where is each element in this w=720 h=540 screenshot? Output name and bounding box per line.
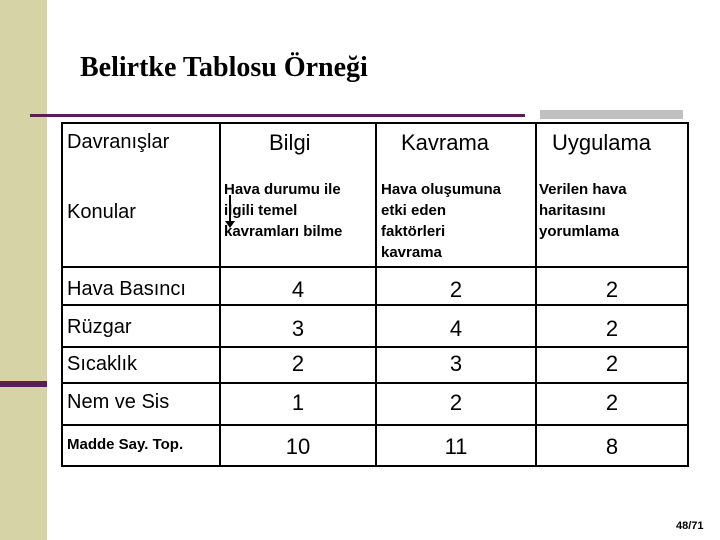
table-cell: 2 [605,316,619,341]
column-header-uygulama: Uygulama [552,130,652,155]
corner-label-behaviors: Davranışlar [67,131,170,153]
table-cell: 2 [449,390,463,415]
table-cell: 2 [605,390,619,415]
table-cell: 3 [291,316,305,341]
table-cell: 8 [605,434,619,459]
row-label: Rüzgar [67,316,132,338]
corner-label-topics: Konular [67,201,136,223]
row-label: Nem ve Sis [67,391,170,413]
table-cell: 1 [291,390,305,415]
specification-table [61,122,689,467]
row-label-total: Madde Say. Top. [67,436,184,453]
page-number: 48/71 [676,520,704,532]
table-cell: 4 [291,277,305,302]
table-cell: 4 [449,316,463,341]
table-cell: 3 [449,351,463,376]
table-cell: 11 [444,434,468,459]
column-description-bilgi: Hava durumu ile ilgili temel kavramları bilme [224,181,343,240]
table-cell: 2 [449,277,463,302]
table-cell: 10 [285,434,311,459]
column-header-bilgi: Bilgi [269,130,311,155]
left-decorative-bar [0,0,47,540]
title-underline [30,114,525,117]
slide-title: Belirtke Tablosu Örneği [80,52,368,83]
column-description-kavrama: Hava oluşumuna etki eden faktörleri kavrama [381,181,502,261]
row-label: Hava Basıncı [67,278,186,300]
column-header-kavrama: Kavrama [401,130,490,155]
decorative-corner-box [540,110,683,119]
table-cell: 2 [605,277,619,302]
table-cell: 2 [291,351,305,376]
row-label: Sıcaklık [67,353,138,375]
table-cell: 2 [605,351,619,376]
left-accent-stripe [0,381,47,387]
column-description-uygulama: Verilen hava haritasını yorumlama [539,181,627,240]
